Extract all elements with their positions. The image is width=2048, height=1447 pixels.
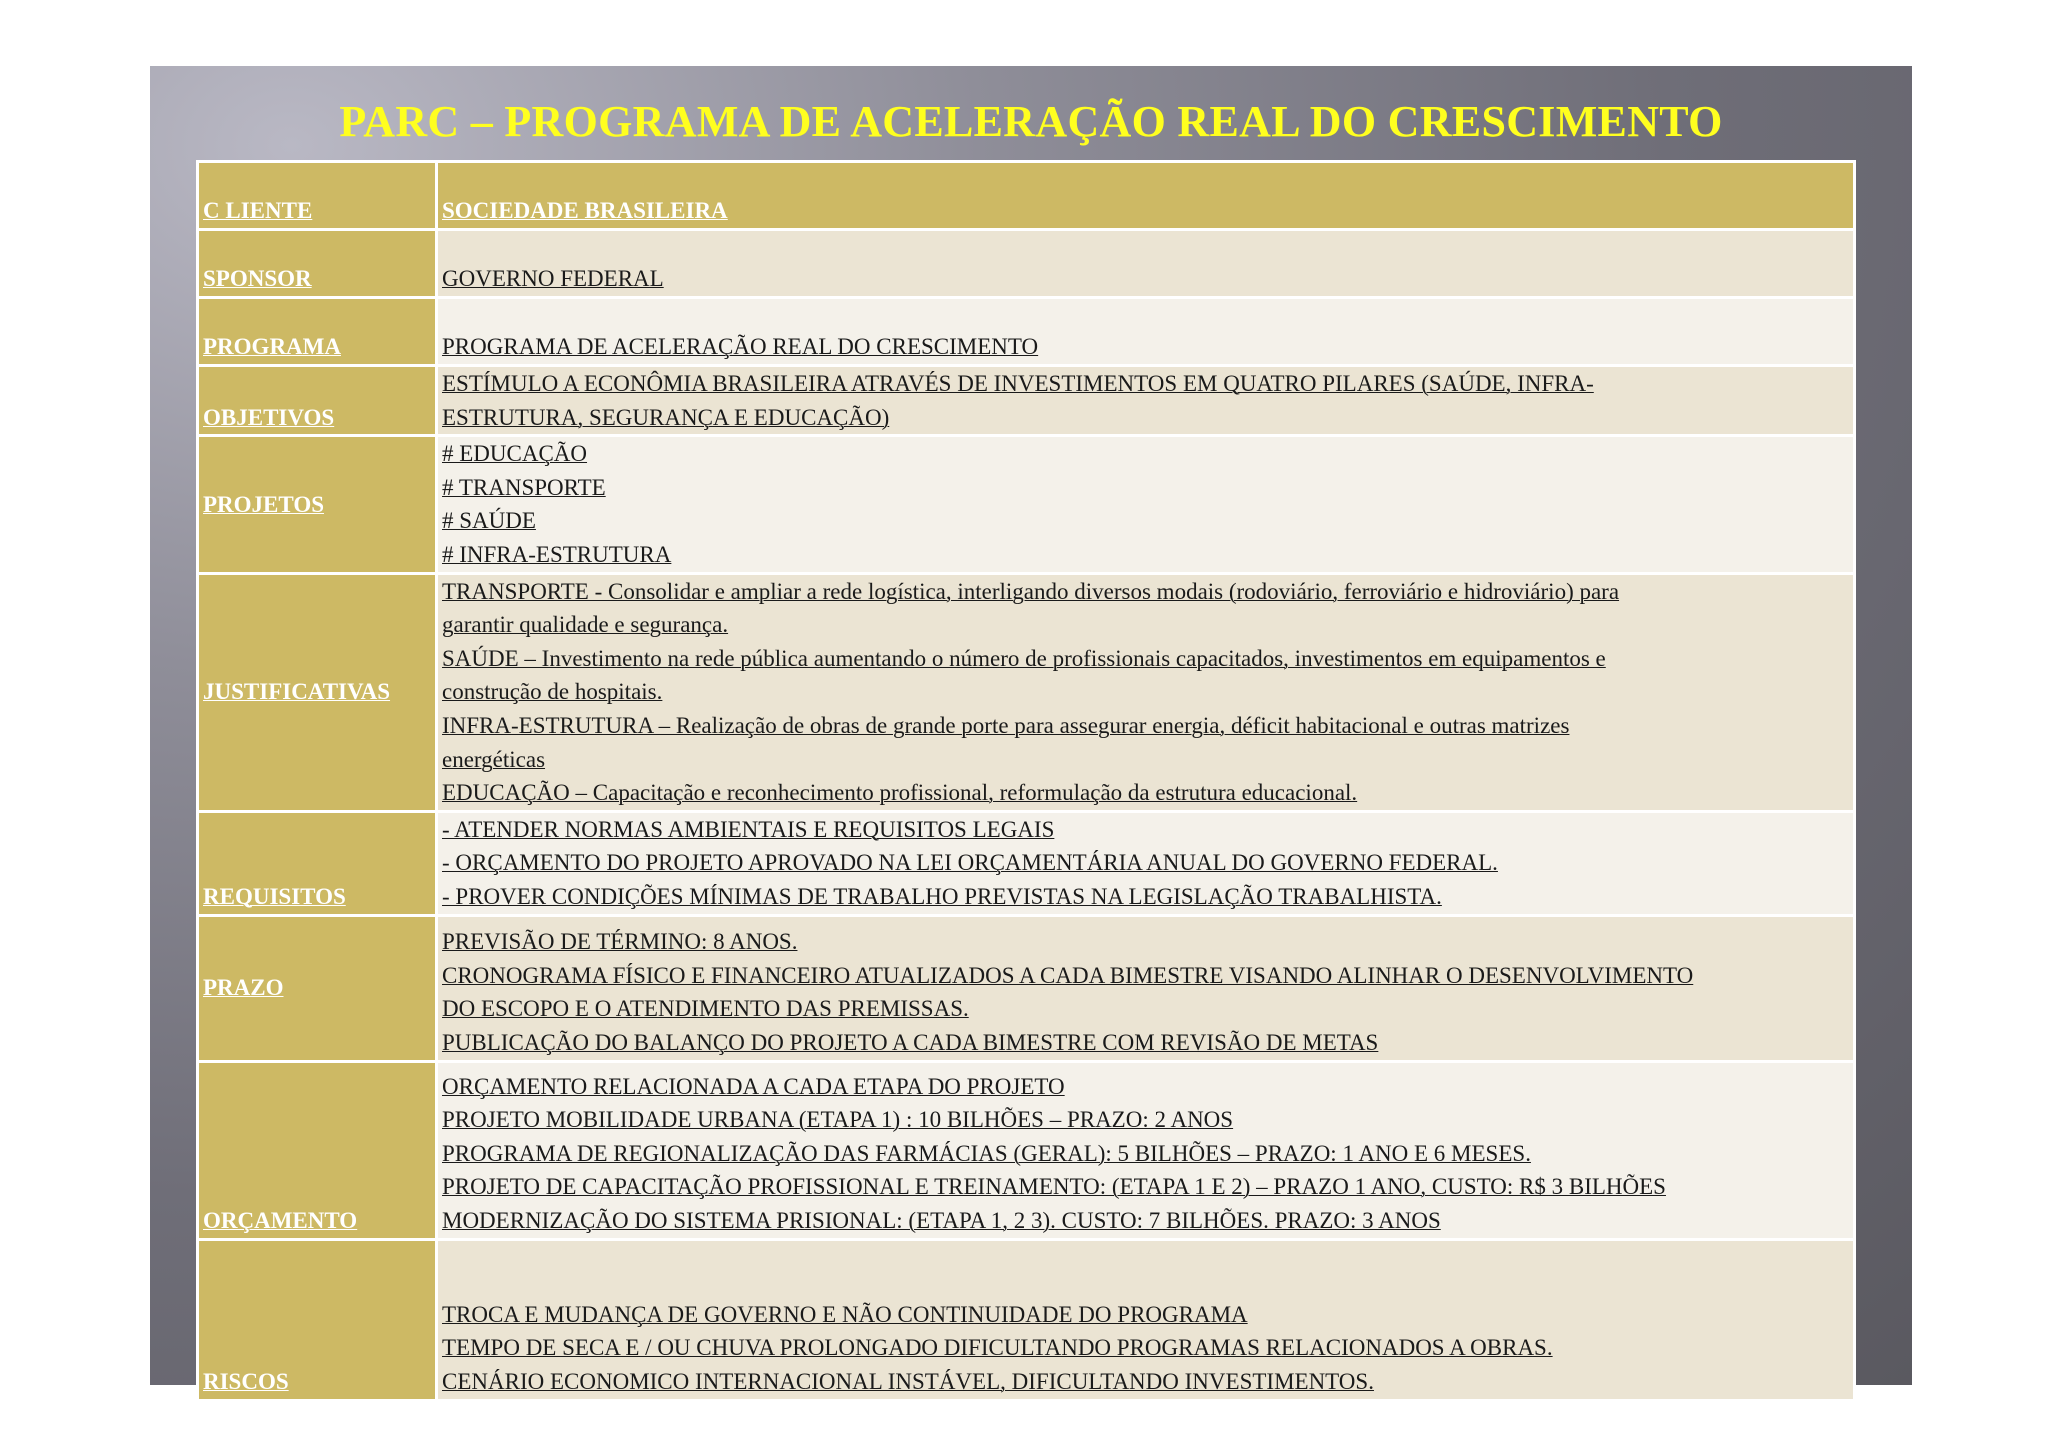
- value-line: garantir qualidade e segurança.: [442, 612, 729, 638]
- value-line: CRONOGRAMA FÍSICO E FINANCEIRO ATUALIZADOS A CADA BIMESTRE VISANDO ALINHAR O DESENVOLVIMENTO: [442, 962, 1694, 988]
- table-row: [198, 573, 1855, 811]
- row-label: RISCOS: [198, 1239, 437, 1400]
- value-line: # INFRA-ESTRUTURA: [442, 541, 672, 567]
- value-line: CENÁRIO ECONOMICO INTERNACIONAL INSTÁVEL, DIFICULTANDO INVESTIMENTOS.: [442, 1368, 1374, 1394]
- value-line: INFRA-ESTRUTURA – Realização de obras de grande porte para assegurar energia, déficit habitacional e outras matrizes: [442, 712, 1570, 738]
- table-row: [198, 162, 1855, 230]
- value-line: EDUCAÇÃO – Capacitação e reconhecimento profissional, reformulação da estrutura educacional.: [442, 780, 1358, 806]
- table-row: [198, 1061, 1855, 1239]
- row-label: ORÇAMENTO: [198, 1061, 437, 1239]
- value-line: PREVISÃO DE TÉRMINO: 8 ANOS.: [442, 929, 798, 955]
- row-value: [437, 162, 1855, 230]
- value-line: MODERNIZAÇÃO DO SISTEMA PRISIONAL: (ETAPA 1, 2 3). CUSTO: 7 BILHÕES. PRAZO: 3 ANOS: [442, 1207, 1441, 1233]
- row-value: [437, 573, 1855, 811]
- value-line: # SAÚDE: [442, 508, 536, 534]
- row-value: [437, 1239, 1855, 1400]
- row-label: PRAZO: [198, 915, 437, 1061]
- value-line: TROCA E MUDANÇA DE GOVERNO E NÃO CONTINUIDADE DO PROGRAMA: [442, 1301, 1248, 1327]
- row-label: C LIENTE: [198, 162, 437, 230]
- value-line: PROJETO MOBILIDADE URBANA (ETAPA 1) : 10 BILHÕES – PRAZO: 2 ANOS: [442, 1107, 1234, 1133]
- value-line: ESTRUTURA, SEGURANÇA E EDUCAÇÃO): [442, 404, 890, 430]
- value-line: GOVERNO FEDERAL: [442, 266, 664, 292]
- row-value: [437, 811, 1855, 915]
- table-row: [198, 915, 1855, 1061]
- value-line: energéticas: [442, 746, 546, 772]
- value-line: PROGRAMA DE ACELERAÇÃO REAL DO CRESCIMENTO: [442, 334, 1039, 360]
- value-line: # EDUCAÇÃO: [442, 441, 588, 467]
- value-line: SOCIEDADE BRASILEIRA: [442, 198, 728, 224]
- value-line: TEMPO DE SECA E / OU CHUVA PROLONGADO DIFICULTANDO PROGRAMAS RELACIONADOS A OBRAS.: [442, 1335, 1553, 1361]
- project-charter-table: [196, 160, 1856, 1402]
- value-line: TRANSPORTE - Consolidar e ampliar a rede logística, interligando diversos modais (rodoviário, ferroviário e hidroviário) para: [442, 578, 1620, 604]
- row-label: OBJETIVOS: [198, 366, 437, 436]
- row-value: [437, 436, 1855, 573]
- row-value: [437, 298, 1855, 366]
- row-value: [437, 230, 1855, 298]
- value-line: PROGRAMA DE REGIONALIZAÇÃO DAS FARMÁCIAS (GERAL): 5 BILHÕES – PRAZO: 1 ANO E 6 MESES.: [442, 1140, 1531, 1166]
- value-line: - PROVER CONDIÇÕES MÍNIMAS DE TRABALHO PREVISTAS NA LEGISLAÇÃO TRABALHISTA.: [442, 883, 1442, 909]
- row-label: PROJETOS: [198, 436, 437, 573]
- value-line: - ATENDER NORMAS AMBIENTAIS E REQUISITOS LEGAIS: [442, 816, 1055, 842]
- table-row: [198, 366, 1855, 436]
- row-value: [437, 1061, 1855, 1239]
- slide-title: PARC – PROGRAMA DE ACELERAÇÃO REAL DO CRESCIMENTO: [339, 97, 1723, 146]
- value-line: - ORÇAMENTO DO PROJETO APROVADO NA LEI ORÇAMENTÁRIA ANUAL DO GOVERNO FEDERAL.: [442, 850, 1498, 876]
- value-line: PUBLICAÇÃO DO BALANÇO DO PROJETO A CADA BIMESTRE COM REVISÃO DE METAS: [442, 1029, 1379, 1055]
- value-line: SAÚDE – Investimento na rede pública aumentando o número de profissionais capacitados, investimentos em equipamentos e: [442, 645, 1606, 671]
- table-row: [198, 436, 1855, 573]
- slide: [150, 66, 1912, 1394]
- row-label: SPONSOR: [198, 230, 437, 298]
- row-label: PROGRAMA: [198, 298, 437, 366]
- table-row: [198, 230, 1855, 298]
- value-line: construção de hospitais.: [442, 679, 663, 705]
- value-line: PROJETO DE CAPACITAÇÃO PROFISSIONAL E TREINAMENTO: (ETAPA 1 E 2) – PRAZO 1 ANO, CUSTO: R$ 3 BILHÕES: [442, 1174, 1666, 1200]
- row-label: REQUISITOS: [198, 811, 437, 915]
- table-row: [198, 298, 1855, 366]
- table-row: [198, 811, 1855, 915]
- table-row: [198, 1239, 1855, 1400]
- value-line: DO ESCOPO E O ATENDIMENTO DAS PREMISSAS.: [442, 996, 969, 1022]
- row-value: [437, 915, 1855, 1061]
- row-value: [437, 366, 1855, 436]
- value-line: ORÇAMENTO RELACIONADA A CADA ETAPA DO PROJETO: [442, 1073, 1065, 1099]
- row-label: JUSTIFICATIVAS: [198, 573, 437, 811]
- value-line: # TRANSPORTE: [442, 474, 606, 500]
- value-line: ESTÍMULO A ECONÔMIA BRASILEIRA ATRAVÉS DE INVESTIMENTOS EM QUATRO PILARES (SAÚDE, INFRA-: [442, 371, 1594, 396]
